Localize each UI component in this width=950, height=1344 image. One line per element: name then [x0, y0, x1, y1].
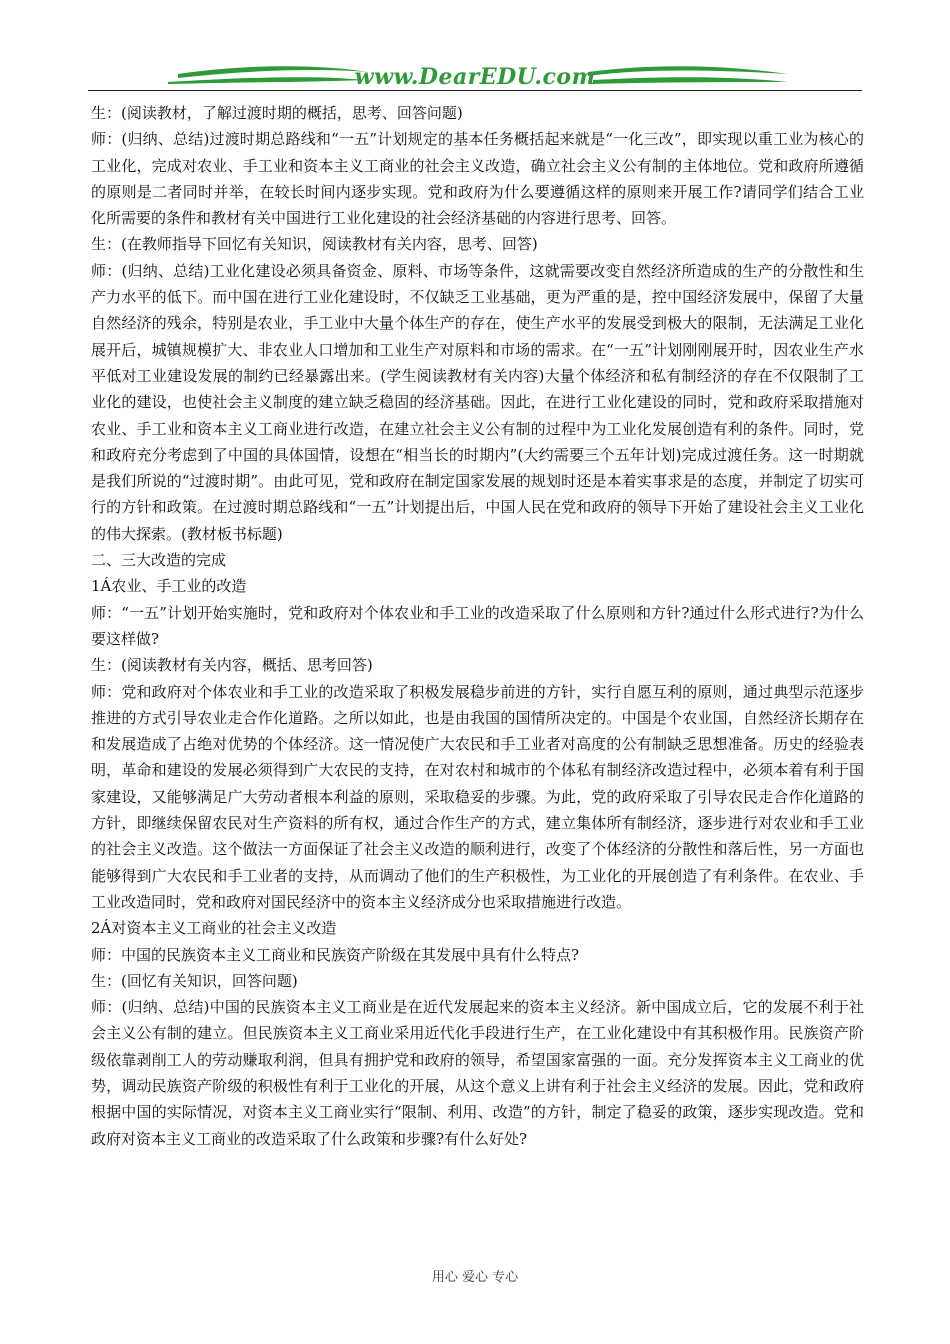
paragraph: 师：(归纳、总结)过渡时期总路线和“一五”计划规定的基本任务概括起来就是“一化三改”，即实现以重工业为核心的工业化，完成对农业、手工业和资本主义工商业的社会主义改造，确立社会主义公有制的主体地位。党和政府所遵循的原则是二者同时并举，在较长时间内逐步实现。党和政府为什么要遵循这样的原则来开展工作?请同学们结合工业化所需要的条件和教材有关中国进行工业化建设的社会经济基础的内容进行思考、回答。 [91, 130, 864, 228]
subsection-heading: 2Á对资本主义工商业的社会主义改造 [91, 919, 337, 938]
header-banner [88, 60, 862, 90]
paragraph: 生：(在教师指导下回忆有关知识，阅读教材有关内容，思考、回答) [91, 235, 538, 254]
document-body [91, 100, 864, 1152]
site-url: www.DearEDU.com [354, 64, 596, 90]
paragraph: 师：党和政府对个体农业和手工业的改造采取了积极发展稳步前进的方针，实行自愿互利的原则，通过典型示范逐步推进的方式引导农业走合作化道路。之所以如此，也是由我国的国情所决定的。中国是个农业国，自然经济长期存在和发展造成了占绝对优势的个体经济。这一情况使广大农民和手工业者对高度的公有制缺乏思想准备。历史的经验表明，革命和建设的发展必须得到广大农民的支持，在对农村和城市的个体私有制经济改造过程中，必须本着有利于国家建设，又能够满足广大劳动者根本利益的原则，采取稳妥的步骤。为此，党的政府采取了引导农民走合作化道路的方针，即继续保留农民对生产资料的所有权，通过合作生产的方式，建立集体所有制经济，逐步进行对农业和手工业的社会主义改造。这个做法一方面保证了社会主义改造的顺利进行，改变了个体经济的分散性和落后性，另一方面也能够得到广大农民和手工业者的支持，从而调动了他们的生产积极性，为工业化的开展创造了有利条件。在农业、手工业改造同时，党和政府对国民经济中的资本主义经济成分也采取措施进行改造。 [91, 682, 864, 911]
page-footer: 用心 爱心 专心 [431, 1270, 519, 1285]
section-heading: 二、三大改造的完成 [91, 551, 227, 570]
paragraph: 生：(回忆有关知识，回答问题) [91, 971, 298, 990]
subsection-heading: 1Á农业、手工业的改造 [91, 577, 247, 596]
paragraph: 师：(归纳、总结)中国的民族资本主义工商业是在近代发展起来的资本主义经济。新中国成立后，它的发展不利于社会主义公有制的建立。但民族资本主义工商业采用近代化手段进行生产，在工业化建设中有其积极作用。民族资产阶级依靠剥削工人的劳动赚取利润，但具有拥护党和政府的领导，希望国家富强的一面。充分发挥资本主义工商业的优势，调动民族资产阶级的积极性有利于工业化的开展，从这个意义上讲有利于社会主义经济的发展。因此，党和政府根据中国的实际情况，对资本主义工商业实行“限制、利用、改造”的方针，制定了稳妥的政策，逐步实现改造。党和政府对资本主义工商业的改造采取了什么政策和步骤?有什么好处? [91, 998, 864, 1148]
paragraph: 师：(归纳、总结)工业化建设必须具备资金、原料、市场等条件，这就需要改变自然经济所造成的生产的分散性和生产力水平的低下。而中国在进行工业化建设时，不仅缺乏工业基础，更为严重的是，控中国经济发展中，保留了大量自然经济的残余，特别是农业，手工业中大量个体生产的存在，使生产水平的发展受到极大的限制，无法满足工业化展开后，城镇规模扩大、非农业人口增加和工业生产对原料和市场的需求。在“一五”计划刚刚展开时，因农业生产水平低对工业建设发展的制约已经暴露出来。(学生阅读教材有关内容)大量个体经济和私有制经济的存在不仅限制了工业化的建设，也使社会主义制度的建立缺乏稳固的经济基础。因此，在进行工业化建设的同时，党和政府采取措施对农业、手工业和资本主义工商业进行改造，在建立社会主义公有制的过程中为工业化发展创造有利的条件。同时，党和政府充分考虑到了中国的具体国情，设想在“相当长的时期内”(大约需要三个五年计划)完成过渡任务。这一时期就是我们所说的“过渡时期”。由此可见，党和政府在制定国家发展的规划时还是本着实事求是的态度，并制定了切实可行的方针和政策。在过渡时期总路线和“一五”计划提出后，中国人民在党和政府的领导下开始了建设社会主义工业化的伟大探索。(教材板书标题) [91, 261, 864, 543]
paragraph: 师：中国的民族资本主义工商业和民族资产阶级在其发展中具有什么特点? [91, 945, 580, 964]
header-rule [88, 90, 862, 91]
paragraph: 生：(阅读教材有关内容，概括、思考回答) [91, 656, 373, 675]
paragraph: 师：“一五”计划开始实施时，党和政府对个体农业和手工业的改造采取了什么原则和方针?通过什么形式进行?为什么要这样做? [91, 603, 864, 648]
paragraph: 生：(阅读教材，了解过渡时期的概括，思考、回答问题) [91, 104, 463, 122]
